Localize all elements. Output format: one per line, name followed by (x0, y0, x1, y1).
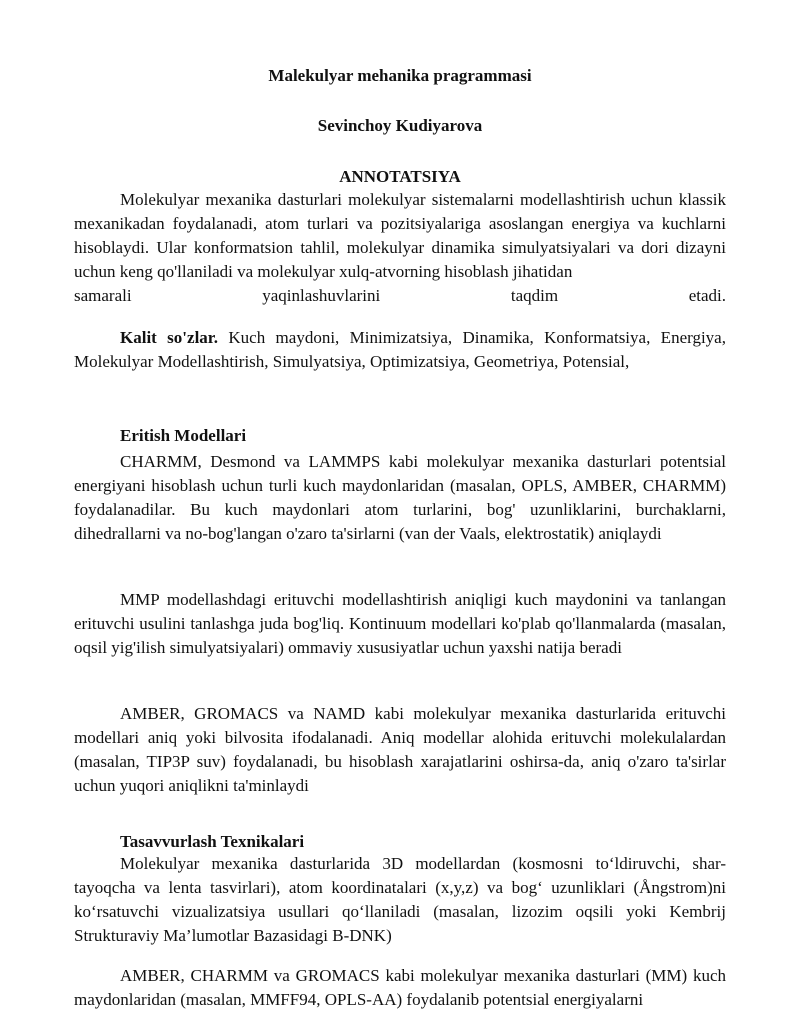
section2-p2-text: AMBER, CHARMM va GROMACS kabi molekulyar mexanika dasturlari (MM) kuch maydonlaridan (masalan, MMFF94, OPLS-AA) foydalanib potentsial energiyalarni (74, 966, 726, 1009)
section2-paragraph-2 (74, 964, 726, 1012)
section1-paragraph-1 (74, 450, 726, 546)
section1-paragraph-3 (74, 702, 726, 798)
keywords-text: Kuch maydoni, Minimizatsiya, Dinamika, Konformatsiya, Energiya, Molekulyar Modellashtirish, Simulyatsiya, Optimizatsiya, Geometriya, Potensial, (74, 328, 726, 371)
annotation-heading: ANNOTATSIYA (339, 167, 461, 186)
annotation-text-end: samarali yaqinlashuvlarini taqdim etadi. (74, 286, 726, 305)
annotation-paragraph (74, 188, 726, 284)
document-title: Malekulyar mehanika pragrammasi (268, 66, 532, 85)
section1-p2-text: MMP modellashdagi erituvchi modellashtirish aniqligi kuch maydonini va tanlangan erituvchi usulini tanlashga juda bog'liq. Kontinuum modellari ko'plab qo'llanmalarda (masalan, oqsil yig'ilish simulyatsiyalari) ommaviy xususiyatlar uchun yaxshi natija beradi (74, 590, 726, 657)
keywords-paragraph (74, 326, 726, 374)
section-heading-eritish: Eritish Modellari (120, 426, 247, 445)
section1-paragraph-2 (74, 588, 726, 660)
author-name: Sevinchoy Kudiyarova (317, 116, 483, 135)
annotation-text: Molekulyar mexanika dasturlari molekulyar sistemalarni modellashtirish uchun klassik mexanikadan foydalanadi, atom turlari va pozitsiyalariga asoslangan energiya va kuchlarni hisoblaydi. Ular konformatsion tahlil, molekulyar dinamika simulyatsiyalari va dori dizayni uchun keng qo'llaniladi va molekulyar xulq-atvorning hisoblash jihatidan (74, 190, 726, 281)
section2-p1-text: Molekulyar mexanika dasturlarida 3D modellardan (kosmosni to‘ldiruvchi, shar-tayoqcha va lenta tasvirlari), atom koordinatalari (x,y,z) va bog‘ uzunliklari (Ångstrom)ni ko‘rsatuvchi vizualizatsiya usullari qo‘llaniladi (masalan, lizozim oqsili yoki Kembrij Strukturaviy Ma’lumotlar Bazasidagi B-DNK) (74, 854, 726, 945)
section1-p1-text: CHARMM, Desmond va LAMMPS kabi molekulyar mexanika dasturlari potentsial energiyani hisoblash uchun turli kuch maydonlaridan (masalan, OPLS, AMBER, CHARMM) foydalanadilar. Bu kuch maydonlari atom turlarini, bog' uzunliklarini, burchaklarni, dihedrallarni va no-bog'langan o'zaro ta'sirlarni (van der Vaals, elektrostatik) aniqlaydi (74, 452, 726, 543)
annotation-last-line (74, 284, 726, 308)
section-heading-tasavvurlash: Tasavvurlash Texnikalari (120, 832, 305, 851)
section2-paragraph-1 (74, 852, 726, 948)
section1-p3-text: AMBER, GROMACS va NAMD kabi molekulyar mexanika dasturlarida erituvchi modellari aniq yoki bilvosita ifodalanadi. Aniq modellar alohida erituvchi molekulalardan (masalan, TIP3P suv) foydalanadi, bu hisoblash xarajatlarini oshirsa-da, aniq o'zaro ta'sirlar uchun yuqori aniqlikni ta'minlaydi (74, 704, 726, 795)
keywords-label: Kalit so'zlar. (120, 328, 219, 347)
